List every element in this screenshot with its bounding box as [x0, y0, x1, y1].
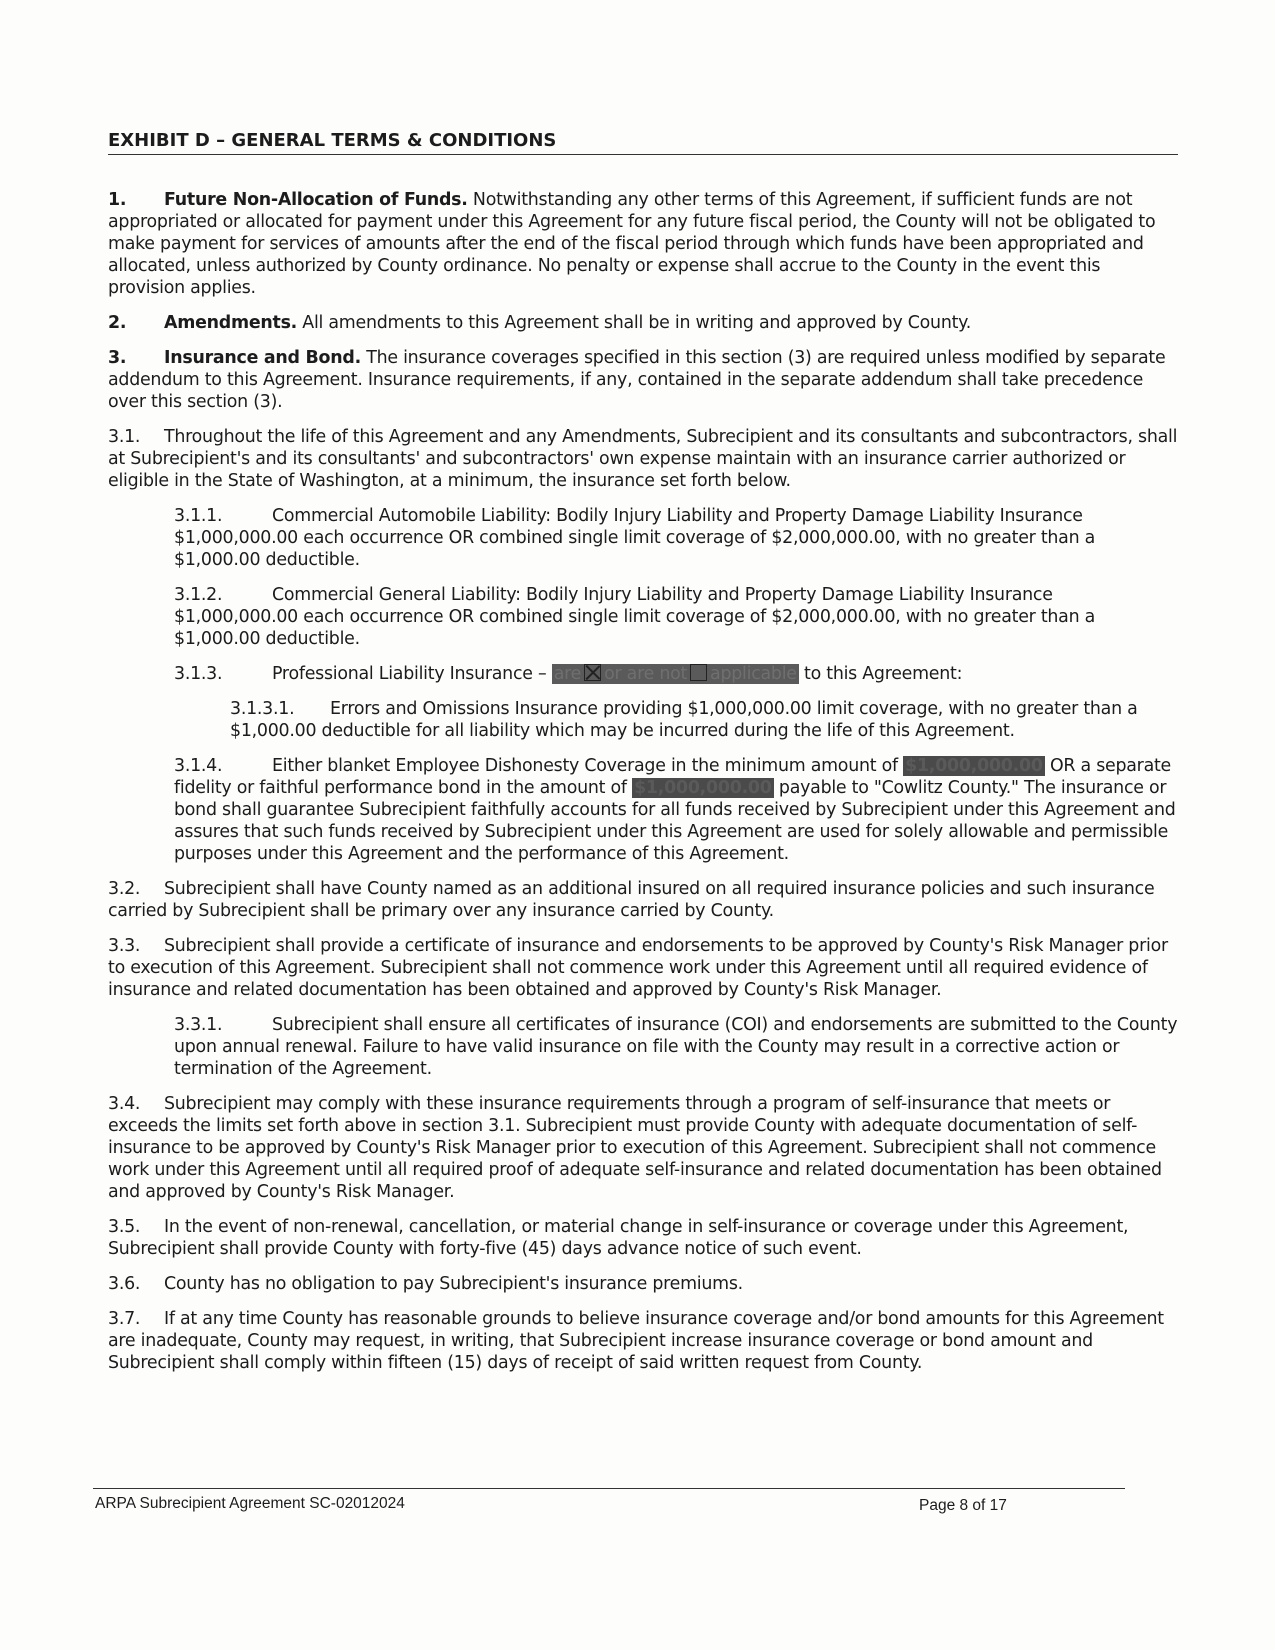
section-text: Throughout the life of this Agreement and any Amendments, Subrecipient and its consultants and subcontractors, shall at Subrecipient's and its consultants' and subcontractors' own expense maintain with an insurance carrier authorized or eligible in the State of Washington, at a minimum, the insurance set forth below.	[108, 427, 1178, 491]
section-number: 3.1.	[108, 427, 141, 447]
section-3	[108, 347, 1178, 413]
section-number: 3.5.	[108, 1217, 141, 1237]
section-number: 3.6.	[108, 1274, 141, 1294]
section-3-1-4	[174, 755, 1178, 865]
are-checkbox[interactable]	[584, 664, 601, 681]
section-text: Professional Liability Insurance –	[272, 664, 552, 684]
section-text: Either blanket Employee Dishonesty Coverage in the minimum amount of	[272, 756, 904, 776]
section-3-1-2	[174, 584, 1178, 650]
section-text: Subrecipient may comply with these insurance requirements through a program of self-insurance that meets or exceeds the limits set forth above in section 3.1. Subrecipient must provide County with adequate documentation of self-insurance to be approved by County's Risk Manager prior to execution of this Agreement. Subrecipient shall not commence work under this Agreement until all required proof of adequate self-insurance and related documentation has been obtained and approved by County's Risk Manager.	[108, 1094, 1162, 1202]
document-body	[108, 130, 1178, 1387]
section-3-1-1	[174, 505, 1178, 571]
section-number: 3.1.2.	[174, 585, 223, 605]
section-3-1-3	[174, 663, 1178, 685]
section-heading: Future Non-Allocation of Funds.	[164, 190, 468, 210]
section-number: 3.1.3.	[174, 664, 223, 684]
section-text: Subrecipient shall ensure all certificates of insurance (COI) and endorsements are submitted to the County upon annual renewal. Failure to have valid insurance on file with the County may result in a corrective action or termination of the Agreement.	[174, 1015, 1178, 1079]
are-not-checkbox[interactable]	[690, 664, 707, 681]
section-2	[108, 312, 1178, 334]
section-text: Subrecipient shall have County named as an additional insured on all required insurance policies and such insurance carried by Subrecipient shall be primary over any insurance carried by County.	[108, 879, 1155, 921]
section-number: 3.1.4.	[174, 756, 223, 776]
section-text: The insurance coverages specified in this section (3) are required unless modified by separate addendum to this Agreement. Insurance requirements, if any, contained in the separate addendum shall take precedence over this section (3).	[108, 348, 1166, 412]
section-text: In the event of non-renewal, cancellation, or material change in self-insurance or coverage under this Agreement, Subrecipient shall provide County with forty-five (45) days advance notice of such event.	[108, 1217, 1129, 1259]
section-3-3-1	[174, 1014, 1178, 1080]
section-text: OR a separate fidelity or faithful performance bond in the amount of	[174, 756, 1172, 798]
section-1	[108, 189, 1178, 299]
section-number: 3.1.3.1.	[230, 699, 295, 719]
applicability-selector	[552, 664, 799, 684]
section-number: 3.	[108, 348, 127, 368]
section-heading: Amendments.	[164, 313, 298, 333]
section-number: 2.	[108, 313, 127, 333]
section-number: 1.	[108, 190, 127, 210]
section-3-1-3-1	[230, 698, 1178, 742]
redacted-amount: $1,000,000.00	[905, 756, 1043, 776]
section-3-4	[108, 1093, 1178, 1203]
footer-agreement-id: ARPA Subrecipient Agreement SC-02012024	[95, 1495, 405, 1512]
section-text: Errors and Omissions Insurance providing $1,000,000.00 limit coverage, with no greater than a $1,000.00 deductible for all liability which may be incurred during the life of this Agreement.	[230, 699, 1138, 741]
section-number: 3.1.1.	[174, 506, 223, 526]
section-text: Notwithstanding any other terms of this Agreement, if sufficient funds are not appropriated or allocated for payment under this Agreement for any future fiscal period, the County will not be obligated to make payment for services of amounts after the end of the fiscal period through which funds have been appropriated and allocated, unless authorized by County ordinance. No penalty or expense shall accrue to the County in the event this provision applies.	[108, 190, 1156, 298]
section-number: 3.7.	[108, 1309, 141, 1329]
section-3-7	[108, 1308, 1178, 1374]
page-footer	[93, 1488, 1125, 1514]
option-are-label: are	[553, 664, 582, 684]
section-text: Commercial Automobile Liability: Bodily Injury Liability and Property Damage Liability Insurance $1,000,000.00 each occurrence OR combined single limit coverage of $2,000,000.00, with no greater than a $1,000.00 deductible.	[174, 506, 1096, 570]
section-3-2	[108, 878, 1178, 922]
section-text: County has no obligation to pay Subrecipient's insurance premiums.	[164, 1274, 743, 1294]
section-number: 3.2.	[108, 879, 141, 899]
option-applicable-label: applicable	[710, 664, 797, 684]
section-number: 3.3.1.	[174, 1015, 223, 1035]
section-heading: Insurance and Bond.	[164, 348, 361, 368]
section-text: payable to "Cowlitz County." The insurance or bond shall guarantee Subrecipient faithfully accounts for all funds received by Subrecipient under this Agreement and assures that such funds received by Subrecipient under this Agreement are used for solely allowable and permissible purposes under this Agreement and the performance of this Agreement.	[174, 778, 1176, 864]
footer-page-number: Page 8 of 17	[919, 1497, 1007, 1514]
section-3-6	[108, 1273, 1178, 1295]
section-number: 3.4.	[108, 1094, 141, 1114]
section-3-5	[108, 1216, 1178, 1260]
redacted-amount: $1,000,000.00	[634, 778, 772, 798]
section-text: If at any time County has reasonable grounds to believe insurance coverage and/or bond amounts for this Agreement are inadequate, County may request, in writing, that Subrecipient increase insurance coverage or bond amount and Subrecipient shall comply within fifteen (15) days of receipt of said written request from County.	[108, 1309, 1164, 1373]
section-text: Commercial General Liability: Bodily Injury Liability and Property Damage Liability Insurance $1,000,000.00 each occurrence OR combined single limit coverage of $2,000,000.00, with no greater than a $1,000.00 deductible.	[174, 585, 1096, 649]
option-are-not-label: or are not	[604, 664, 688, 684]
exhibit-title: EXHIBIT D – GENERAL TERMS & CONDITIONS	[108, 130, 1178, 155]
section-text: All amendments to this Agreement shall be in writing and approved by County.	[297, 313, 971, 333]
section-3-3	[108, 935, 1178, 1001]
section-3-1	[108, 426, 1178, 492]
section-text: to this Agreement:	[798, 664, 963, 684]
section-text: Subrecipient shall provide a certificate of insurance and endorsements to be approved by County's Risk Manager prior to execution of this Agreement. Subrecipient shall not commence work under this Agreement until all required evidence of insurance and related documentation has been obtained and approved by County's Risk Manager.	[108, 936, 1168, 1000]
section-number: 3.3.	[108, 936, 141, 956]
